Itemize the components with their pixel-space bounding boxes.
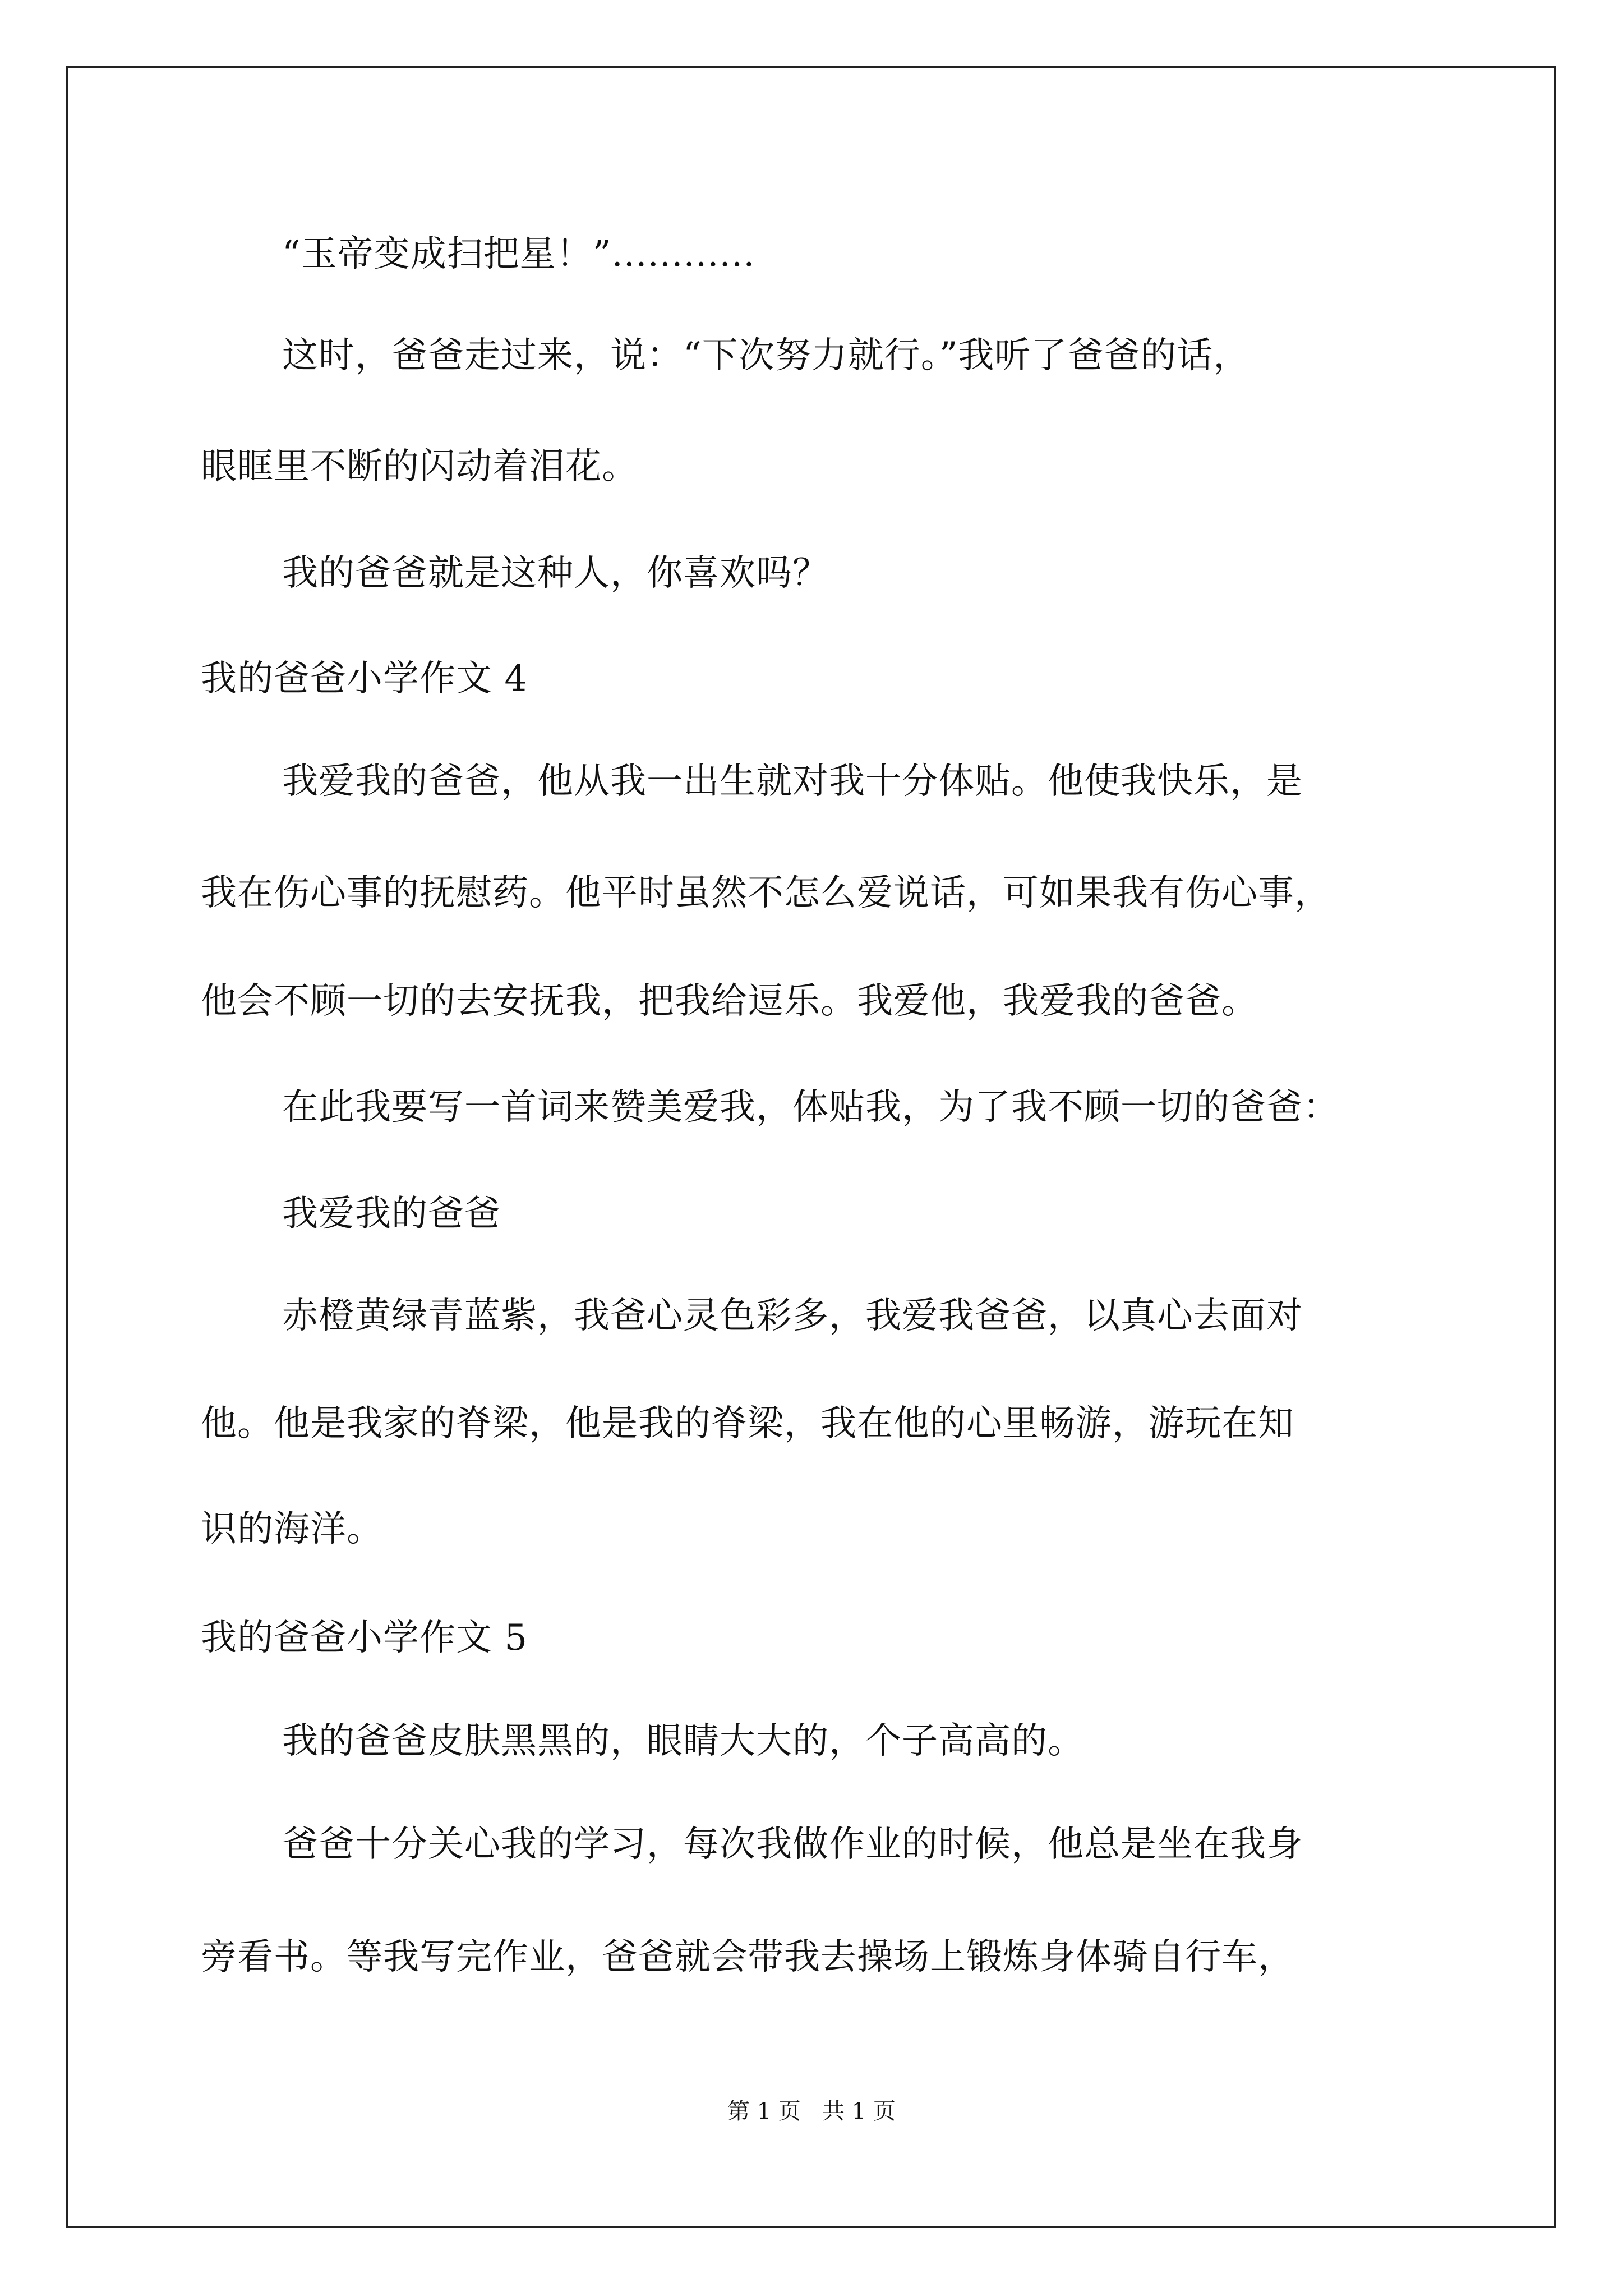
section-heading: 我的爸爸小学作文 5 bbox=[201, 1617, 528, 1659]
paragraph-line: 我爱我的爸爸 bbox=[282, 1193, 501, 1235]
paragraph-line: 我的爸爸皮肤黑黑的，眼睛大大的，个子高高的。 bbox=[282, 1720, 1084, 1762]
paragraph-line: 赤橙黄绿青蓝紫，我爸心灵色彩多，我爱我爸爸，以真心去面对 bbox=[282, 1295, 1303, 1337]
paragraph-line: 我在伤心事的抚慰药。他平时虽然不怎么爱说话，可如果我有伤心事， bbox=[201, 872, 1331, 914]
paragraph-line: 这时，爸爸走过来，说：“下次努力就行。”我听了爸爸的话， bbox=[282, 335, 1250, 376]
paragraph-line: 他。他是我家的脊梁，他是我的脊梁，我在他的心里畅游，游玩在知 bbox=[201, 1403, 1294, 1444]
page-footer: 第 1 页 共 1 页 bbox=[727, 2099, 896, 2124]
paragraph-line: 眼眶里不断的闪动着泪花。 bbox=[201, 446, 638, 487]
paragraph-line: 我爱我的爸爸，他从我一出生就对我十分体贴。他使我快乐，是 bbox=[282, 761, 1303, 802]
section-heading: 我的爸爸小学作文 4 bbox=[201, 658, 528, 700]
paragraph-line: “玉帝变成扫把星！”............ bbox=[282, 233, 755, 275]
paragraph-line: 旁看书。等我写完作业，爸爸就会带我去操场上锻炼身体骑自行车， bbox=[201, 1936, 1294, 1978]
paragraph-line: 他会不顾一切的去安抚我，把我给逗乐。我爱他，我爱我的爸爸。 bbox=[201, 981, 1258, 1022]
paragraph-line: 我的爸爸就是这种人，你喜欢吗？ bbox=[282, 553, 829, 594]
paragraph-line: 在此我要写一首词来赞美爱我，体贴我，为了我不顾一切的爸爸： bbox=[282, 1087, 1339, 1128]
paragraph-line: 识的海洋。 bbox=[201, 1508, 383, 1550]
page-frame bbox=[66, 66, 1556, 2228]
paragraph-line: 爸爸十分关心我的学习，每次我做作业的时候，他总是坐在我身 bbox=[282, 1824, 1303, 1865]
